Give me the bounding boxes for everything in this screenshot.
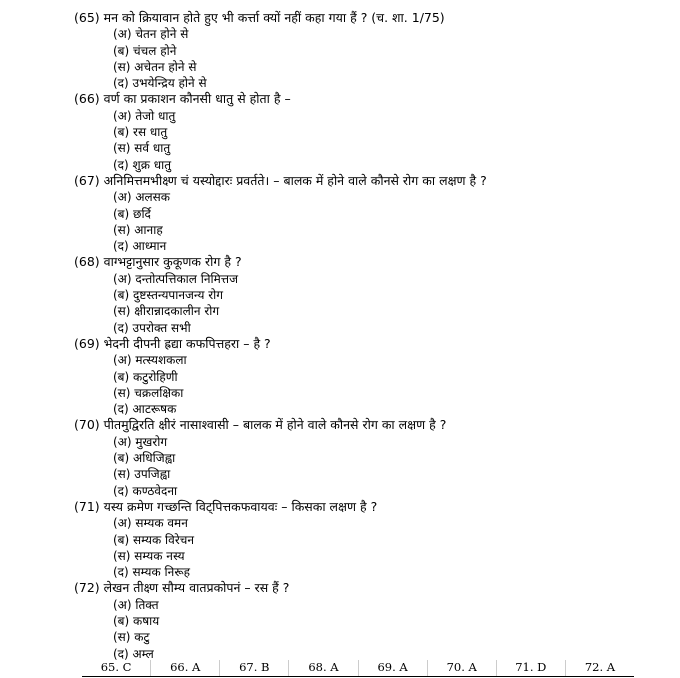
option-c: (स) उपजिह्वा: [113, 467, 171, 482]
option-c: (स) कटु: [113, 630, 150, 645]
option-d: (द) कण्ठवेदना: [113, 483, 178, 498]
answer-68: 68. A: [289, 660, 358, 676]
option-a: (अ) अलसक: [113, 190, 170, 205]
question-text: (70) पीतमुद्विरति क्षीरं नासाश्वासी – बालक में होने वाले कौनसे रोग का लक्षण है ?: [74, 417, 447, 433]
question-list: [74, 10, 674, 662]
question-text: (66) वर्ण का प्रकाशन कौनसी धातु से होता है –: [74, 91, 291, 107]
question-text: (68) वाग्भट्टानुसार कुकूणक रोग है ?: [74, 254, 242, 270]
option-a: (अ) चेतन होने से: [113, 27, 189, 42]
question-71: [74, 499, 674, 580]
option-a: (अ) मुखरोग: [113, 434, 168, 449]
question-65: [74, 10, 674, 91]
option-c: (स) चक्रलक्षिका: [113, 385, 184, 400]
answer-70: 70. A: [428, 660, 497, 676]
answer-66: 66. A: [151, 660, 220, 676]
option-a: (अ) तिक्त: [113, 597, 159, 612]
answer-key: [82, 660, 634, 677]
question-text: (69) भेदनी दीपनी ह्रद्या कफपित्तहरा – है ?: [74, 335, 271, 351]
answer-71: 71. D: [497, 660, 566, 676]
option-b: (ब) कषाय: [113, 613, 160, 628]
answer-72: 72. A: [584, 660, 616, 674]
option-a: (अ) दन्तोत्पत्तिकाल निमित्तज: [113, 271, 238, 286]
question-text: (65) मन को क्रियावान होते हुए भी कर्त्ता क्यों नहीं कहा गया हैं ? (च. शा. 1/75): [74, 10, 445, 25]
option-a: (अ) मत्स्यशकला: [113, 353, 187, 368]
option-b: (ब) सम्यक विरेचन: [113, 532, 195, 547]
option-c: (स) आनाह: [113, 222, 163, 237]
question-text: (72) लेखन तीक्ष्ण सौम्य वातप्रकोपनं – रस हैं ?: [74, 580, 290, 596]
question-69: [74, 336, 674, 417]
option-d: (द) शुक्र धातु: [113, 157, 172, 172]
answer-65: 65. C: [82, 660, 151, 676]
option-d: (द) उभयेन्द्रिय होने से: [113, 76, 207, 91]
question-68: [74, 254, 674, 335]
question-70: [74, 417, 674, 498]
option-c: (स) सर्व धातु: [113, 141, 171, 156]
option-d: (द) सम्यक निरूह: [113, 565, 191, 580]
option-d: (द) उपरोक्त सभी: [113, 320, 191, 335]
question-67: [74, 173, 674, 254]
option-a: (अ) तेजो धातु: [113, 108, 176, 123]
option-c: (स) सम्यक नस्य: [113, 548, 185, 563]
answer-69: 69. A: [359, 660, 428, 676]
question-72: [74, 580, 674, 661]
option-b: (ब) दुष्टस्तन्यपानजन्य रोग: [113, 288, 223, 303]
option-b: (ब) छर्दि: [113, 206, 151, 221]
option-c: (स) क्षीरान्नादकालीन रोग: [113, 304, 220, 319]
option-b: (ब) रस धातु: [113, 125, 168, 140]
question-text: (71) यस्य क्रमेण गच्छन्ति विट्पित्तकफवायवः – किसका लक्षण है ?: [74, 498, 378, 514]
option-c: (स) अचेतन होने से: [113, 59, 197, 74]
option-b: (ब) अधिजिह्वा: [113, 451, 176, 466]
option-b: (ब) चंचल होने: [113, 43, 177, 58]
option-a: (अ) सम्यक वमन: [113, 516, 188, 531]
option-d: (द) आध्मान: [113, 239, 167, 254]
question-text: (67) अनिमित्तमभीक्ष्ण चं यस्योद्दारः प्रवर्तते। – बालक में होने वाले कौनसे रोग का लक्षण है ?: [74, 172, 487, 188]
question-66: [74, 91, 674, 172]
option-b: (ब) कटुरोहिणी: [113, 369, 178, 384]
option-d: (द) आटरूषक: [113, 402, 177, 417]
answer-67: 67. B: [220, 660, 289, 676]
option-d: (द) अम्ल: [113, 646, 154, 661]
